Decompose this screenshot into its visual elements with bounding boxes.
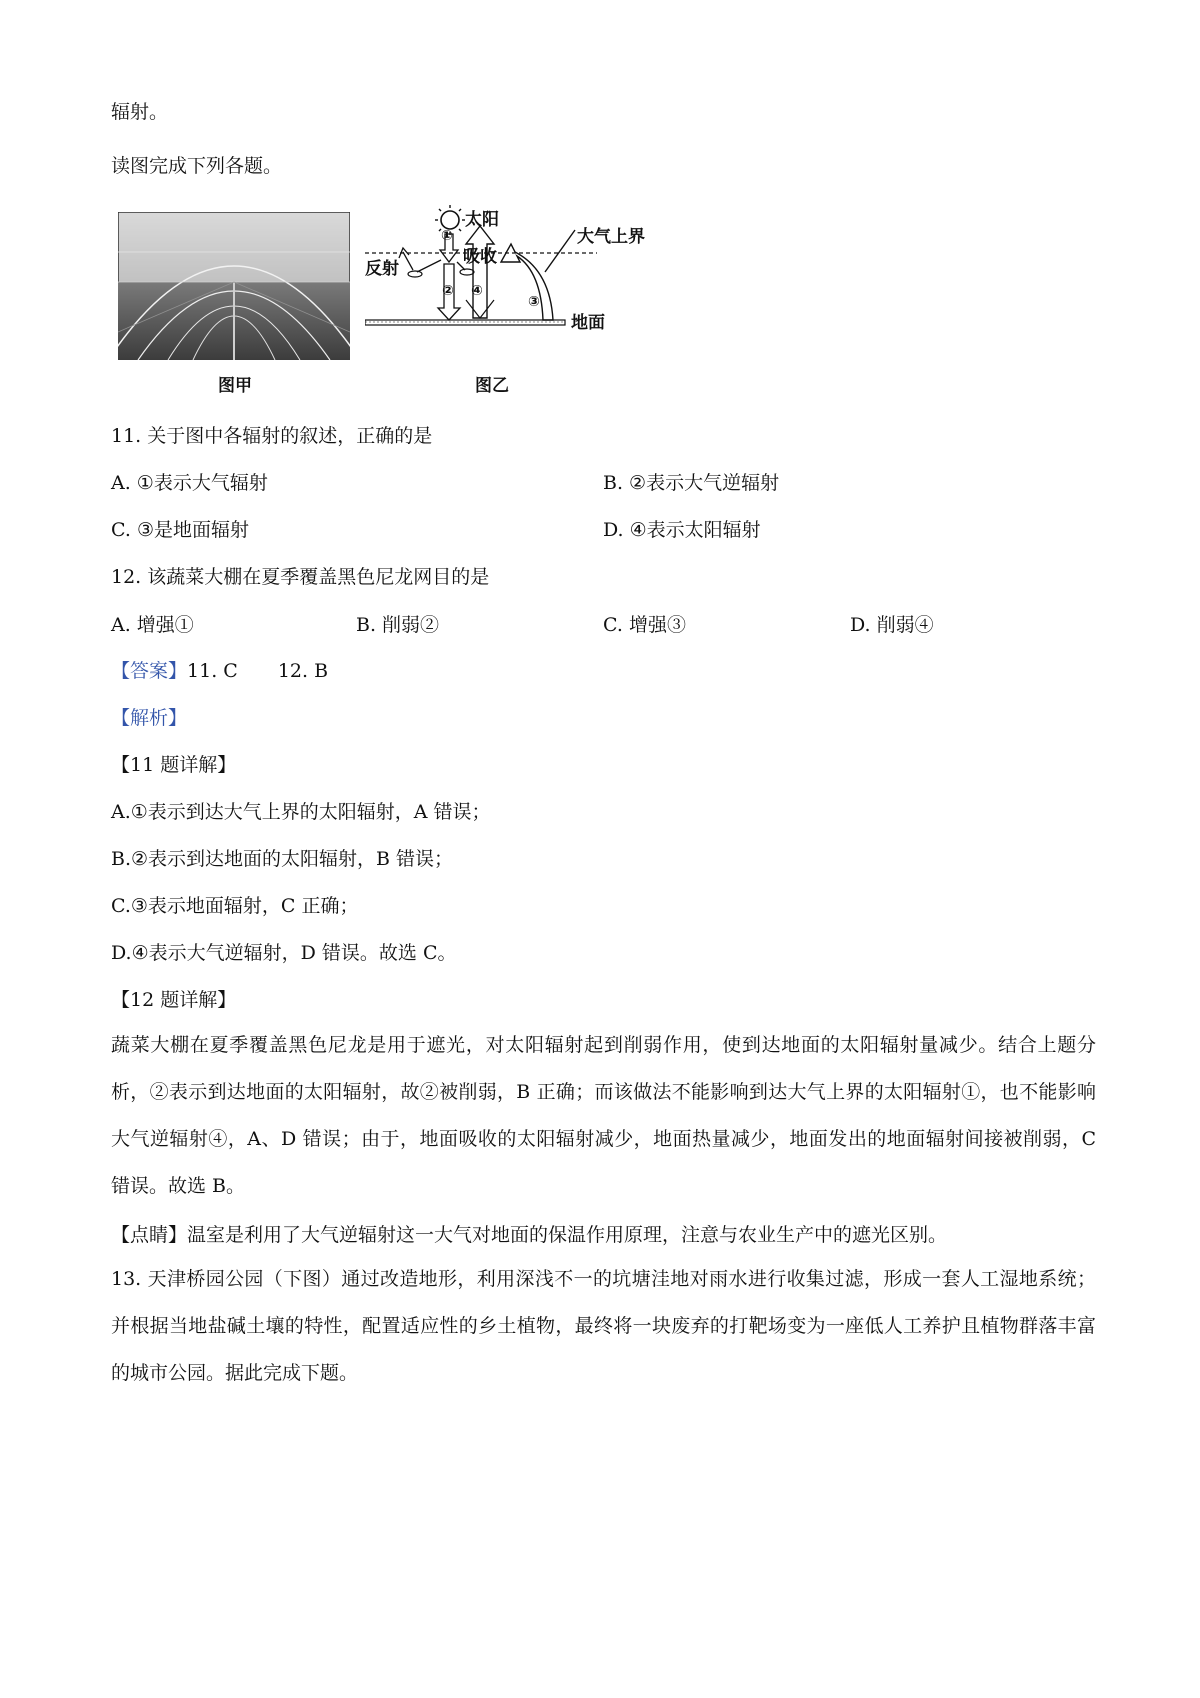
intro-fragment: 辐射。 (111, 101, 169, 123)
answer-line (111, 657, 328, 685)
figure-jia (118, 212, 350, 360)
answer-tag: 【答案】 (111, 660, 188, 682)
label-n3: ③ (528, 294, 540, 310)
top-pointer-line (545, 230, 575, 272)
ground-bar (365, 320, 565, 325)
q11-option-a: A. ①表示大气辐射 (111, 472, 268, 494)
q11-option-d: D. ④表示太阳辐射 (603, 519, 761, 541)
figure-yi (365, 200, 665, 360)
key-point-note: 【点睛】温室是利用了大气逆辐射这一大气对地面的保温作用原理，注意与农业生产中的遮光区别。 (111, 1224, 948, 1246)
radiation-diagram (365, 200, 665, 360)
answer-11: 11. C (187, 660, 238, 682)
q11-detail-a: A.①表示到达大气上界的太阳辐射，A 错误； (111, 801, 491, 823)
label-reflect: 反射 (365, 259, 399, 279)
q12-option-d: D. 削弱④ (850, 614, 934, 636)
q11-detail-c: C.③表示地面辐射，C 正确； (111, 895, 359, 917)
label-n4: ④ (471, 283, 483, 299)
arrow-3 (501, 244, 553, 320)
label-n2: ② (442, 283, 454, 299)
analysis-tag: 【解析】 (111, 707, 188, 729)
label-atmosphere-top: 大气上界 (577, 227, 645, 247)
label-ground: 地面 (571, 313, 605, 333)
q11-detail-d: D.④表示大气逆辐射，D 错误。故选 C。 (111, 942, 457, 964)
figure-jia-caption: 图甲 (218, 376, 252, 396)
q11-detail-heading: 【11 题详解】 (111, 754, 237, 776)
q11-detail-b: B.②表示到达地面的太阳辐射，B 错误； (111, 848, 454, 870)
label-sun: 太阳 (465, 210, 499, 230)
q12-option-b: B. 削弱② (356, 614, 440, 636)
q11-stem: 11. 关于图中各辐射的叙述，正确的是 (111, 425, 433, 447)
instruction: 读图完成下列各题。 (111, 155, 283, 177)
q12-option-c: C. 增强③ (603, 614, 686, 636)
label-n1: ① (441, 228, 453, 244)
q12-stem: 12. 该蔬菜大棚在夏季覆盖黑色尼龙网目的是 (111, 566, 490, 588)
arrow-4 (466, 226, 494, 318)
label-absorb: 吸收 (463, 247, 497, 267)
figure-yi-caption: 图乙 (475, 376, 509, 396)
q13-stem: 13. 天津桥园公园（下图）通过改造地形，利用深浅不一的坑塘洼地对雨水进行收集过滤，形成一套人工湿地系统；并根据当地盐碱土壤的特性，配置适应性的乡土植物，最终将一块废弃的打靶场变为一座低人工养护且植物群落丰富的城市公园。据此完成下题。 (111, 1268, 1096, 1384)
q11-option-b: B. ②表示大气逆辐射 (603, 472, 780, 494)
greenhouse-photo (118, 212, 350, 360)
answer-12: 12. B (277, 660, 329, 682)
q11-option-c: C. ③是地面辐射 (111, 519, 249, 541)
reflect-arrow (399, 248, 441, 277)
q12-detail-heading: 【12 题详解】 (111, 989, 237, 1011)
q12-option-a: A. 增强① (111, 614, 194, 636)
q12-detail-paragraph: 蔬菜大棚在夏季覆盖黑色尼龙是用于遮光，对太阳辐射起到削弱作用，使到达地面的太阳辐射量减少。结合上题分析，②表示到达地面的太阳辐射，故②被削弱，B 正确；而该做法不能影响到达大气上界的太阳辐射①，也不能影响大气逆辐射④，A、D 错误；由于，地面吸收的太阳辐射减少，地面热量减少，地面发出的地面辐射间接被削弱，C 错误。故选 B。 (111, 1034, 1096, 1197)
